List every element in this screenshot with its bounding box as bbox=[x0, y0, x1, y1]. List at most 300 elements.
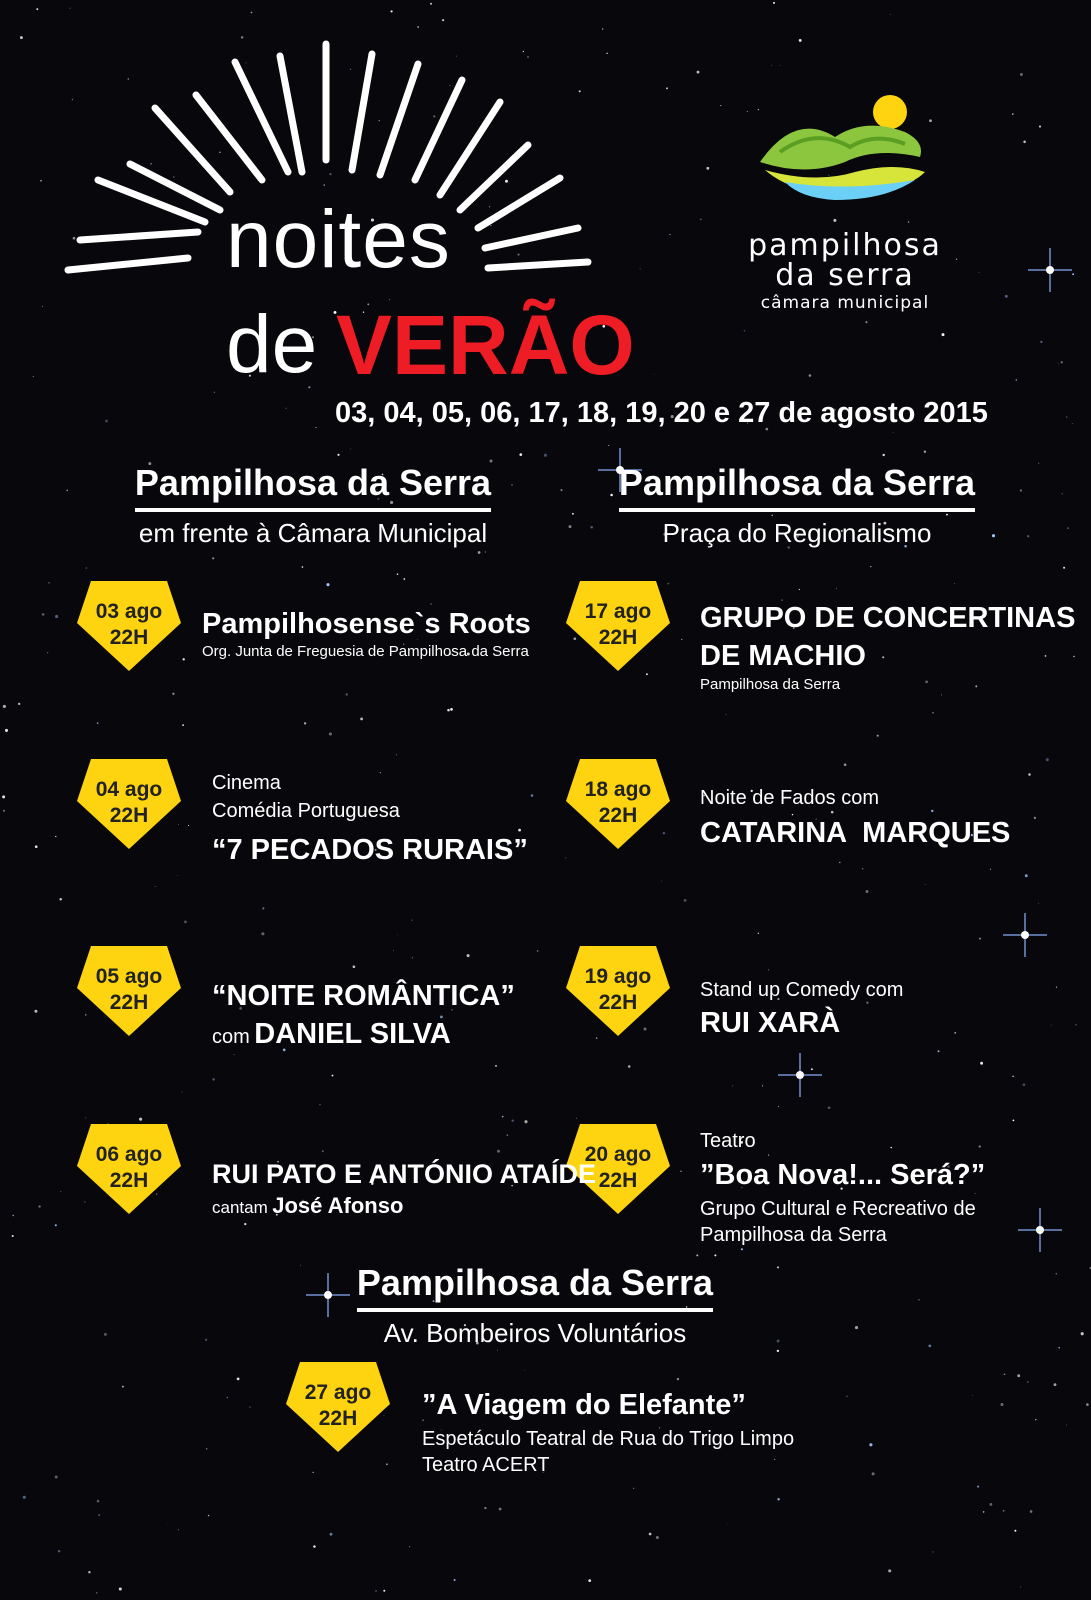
event-title: RUI XARÀ bbox=[700, 1007, 841, 1039]
star bbox=[511, 484, 512, 485]
star bbox=[1012, 1076, 1013, 1077]
star bbox=[1040, 341, 1042, 343]
star bbox=[1020, 1587, 1021, 1588]
star bbox=[1058, 1347, 1060, 1349]
star bbox=[684, 899, 687, 902]
star bbox=[350, 449, 351, 450]
star bbox=[300, 1265, 301, 1266]
event-title: Pampilhosense`s Roots bbox=[202, 608, 531, 640]
badge-time: 22H bbox=[109, 1169, 149, 1192]
star bbox=[1000, 1403, 1003, 1406]
star bbox=[608, 445, 609, 446]
date-badge bbox=[77, 942, 181, 1038]
star bbox=[1023, 1083, 1026, 1086]
event-subtitle: Org. Junta de Freguesia de Pampilhosa da Serra bbox=[202, 643, 529, 660]
star bbox=[811, 1068, 813, 1070]
venue-name: Pampilhosa da Serra bbox=[357, 1262, 713, 1312]
venue-avenida bbox=[345, 1262, 725, 1349]
star bbox=[172, 693, 174, 695]
badge-date: 06 ago bbox=[95, 1143, 163, 1166]
star bbox=[560, 489, 562, 491]
venue-name: Pampilhosa da Serra bbox=[135, 462, 491, 512]
star bbox=[1038, 903, 1039, 904]
star bbox=[1054, 1383, 1057, 1386]
star bbox=[654, 374, 655, 375]
star bbox=[205, 1339, 207, 1341]
star bbox=[777, 1498, 779, 1500]
star bbox=[105, 420, 108, 423]
star bbox=[35, 845, 38, 848]
event-line: Noite de Fados com bbox=[700, 787, 879, 809]
star bbox=[524, 1120, 527, 1123]
event-title: DE MACHIO bbox=[700, 640, 866, 672]
event-prefix: com bbox=[212, 1026, 250, 1048]
star bbox=[409, 1546, 410, 1547]
star bbox=[799, 589, 800, 590]
star bbox=[661, 881, 662, 882]
star bbox=[412, 920, 413, 921]
star bbox=[865, 321, 867, 323]
star bbox=[872, 1472, 875, 1475]
star bbox=[485, 551, 486, 552]
star bbox=[237, 1378, 240, 1381]
star bbox=[178, 1529, 179, 1530]
star bbox=[972, 1395, 973, 1396]
star bbox=[181, 1092, 182, 1093]
star bbox=[720, 105, 721, 106]
star bbox=[337, 454, 339, 456]
star bbox=[88, 1571, 90, 1573]
star bbox=[5, 729, 8, 732]
event-line: Comédia Portuguesa bbox=[212, 800, 400, 822]
star bbox=[353, 965, 356, 968]
date-badge bbox=[77, 755, 181, 851]
venue-place: Av. Bombeiros Voluntários bbox=[383, 1318, 687, 1348]
star bbox=[777, 1350, 779, 1352]
star bbox=[1081, 1332, 1084, 1335]
star bbox=[925, 681, 928, 684]
star bbox=[877, 735, 879, 737]
star bbox=[55, 836, 56, 837]
star bbox=[484, 1507, 486, 1509]
star bbox=[681, 639, 682, 640]
badge-date: 20 ago bbox=[584, 1143, 652, 1166]
star bbox=[1061, 361, 1063, 363]
date-badge bbox=[77, 577, 181, 673]
star bbox=[2, 795, 5, 798]
star bbox=[59, 898, 61, 900]
star bbox=[777, 1266, 779, 1268]
star bbox=[12, 1235, 14, 1237]
star bbox=[640, 268, 641, 269]
star bbox=[55, 615, 58, 618]
title-noites: noites bbox=[226, 194, 451, 285]
event-subtitle: Grupo Cultural e Recreativo de bbox=[700, 1198, 976, 1220]
star bbox=[1014, 1530, 1016, 1532]
star bbox=[519, 453, 522, 456]
star bbox=[58, 1550, 60, 1552]
badge-date: 03 ago bbox=[95, 600, 163, 623]
star bbox=[375, 1590, 377, 1592]
star bbox=[809, 374, 812, 377]
star bbox=[931, 810, 933, 812]
badge-date: 05 ago bbox=[95, 965, 163, 988]
star bbox=[768, 1155, 769, 1156]
star bbox=[831, 811, 834, 814]
star bbox=[833, 219, 836, 222]
event-prefix: cantam bbox=[212, 1198, 268, 1217]
star bbox=[941, 694, 942, 695]
badge-time: 22H bbox=[598, 626, 638, 649]
star bbox=[313, 1545, 315, 1547]
star bbox=[244, 1223, 246, 1225]
star bbox=[507, 1134, 509, 1136]
star bbox=[918, 1299, 920, 1301]
star bbox=[888, 1569, 891, 1572]
star bbox=[774, 1459, 775, 1460]
star bbox=[286, 408, 287, 409]
star bbox=[98, 1514, 100, 1516]
star bbox=[3, 810, 5, 812]
star bbox=[188, 825, 189, 826]
star bbox=[990, 869, 991, 870]
star bbox=[497, 1150, 500, 1153]
star bbox=[332, 1075, 334, 1077]
venue-name: Pampilhosa da Serra bbox=[619, 462, 975, 512]
star bbox=[412, 957, 413, 958]
badge-time: 22H bbox=[109, 626, 149, 649]
badge-time: 22H bbox=[318, 1407, 358, 1430]
star bbox=[524, 1370, 525, 1371]
star bbox=[989, 1503, 992, 1506]
event-title: “NOITE ROMÂNTICA” bbox=[212, 980, 515, 1012]
star bbox=[975, 1193, 976, 1194]
star bbox=[758, 933, 759, 934]
star bbox=[329, 732, 332, 735]
pampilhosa-logo-icon bbox=[755, 92, 935, 202]
event-title: ”Boa Nova!... Será?” bbox=[700, 1159, 986, 1191]
star bbox=[1051, 1025, 1052, 1026]
event-title: “7 PECADOS RURAIS” bbox=[212, 834, 528, 866]
badge-date: 17 ago bbox=[584, 600, 652, 623]
star bbox=[319, 1104, 320, 1105]
title-verao: VERÃO bbox=[336, 298, 635, 392]
star bbox=[666, 87, 668, 89]
star bbox=[1027, 535, 1029, 537]
star bbox=[42, 613, 45, 616]
star bbox=[932, 712, 934, 714]
event-artist: DANIEL SILVA bbox=[254, 1018, 451, 1050]
star bbox=[1046, 758, 1049, 761]
star bbox=[447, 709, 450, 712]
star bbox=[768, 969, 769, 970]
star bbox=[182, 724, 184, 726]
star bbox=[495, 1065, 497, 1067]
event-subtitle: Espetáculo Teatral de Rua do Trigo Limpo bbox=[422, 1428, 795, 1450]
star bbox=[86, 567, 88, 569]
star bbox=[48, 582, 49, 583]
star bbox=[828, 1106, 831, 1109]
badge-time: 22H bbox=[109, 991, 149, 1014]
star bbox=[741, 1248, 743, 1250]
star bbox=[1023, 141, 1026, 144]
event-subtitle: Pampilhosa da Serra bbox=[700, 676, 841, 693]
star bbox=[208, 1515, 210, 1517]
star bbox=[706, 167, 709, 170]
star bbox=[646, 673, 648, 675]
star bbox=[119, 1588, 122, 1591]
star bbox=[890, 14, 891, 15]
venue-camara bbox=[128, 462, 498, 549]
logo-text-line1: pampilhosa bbox=[748, 228, 942, 263]
star-flare bbox=[1028, 248, 1072, 292]
star bbox=[96, 1592, 97, 1593]
star bbox=[396, 754, 397, 755]
badge-time: 22H bbox=[598, 804, 638, 827]
star bbox=[183, 658, 185, 660]
star bbox=[942, 333, 945, 336]
star bbox=[1075, 1024, 1076, 1025]
star bbox=[569, 525, 572, 528]
star bbox=[1020, 489, 1022, 491]
logo-text-line2: da serra bbox=[775, 258, 915, 293]
star bbox=[1056, 987, 1057, 988]
star bbox=[1005, 295, 1008, 298]
star bbox=[1012, 113, 1013, 114]
star bbox=[497, 1350, 498, 1351]
star bbox=[3, 705, 6, 708]
star bbox=[227, 1397, 228, 1398]
star bbox=[590, 526, 593, 529]
star bbox=[925, 884, 926, 885]
star bbox=[206, 1448, 207, 1449]
star bbox=[544, 454, 547, 457]
star bbox=[744, 330, 746, 332]
star bbox=[397, 573, 399, 575]
star bbox=[330, 1533, 333, 1536]
event-line: Stand up Comedy com bbox=[700, 979, 904, 1001]
star bbox=[104, 1333, 107, 1336]
star bbox=[234, 1054, 235, 1055]
date-badge bbox=[77, 1120, 181, 1216]
event-line: Cinema bbox=[212, 772, 281, 794]
star bbox=[155, 886, 156, 887]
star bbox=[55, 1476, 58, 1479]
star bbox=[403, 578, 405, 580]
star bbox=[975, 685, 977, 687]
star-flare bbox=[306, 1273, 350, 1317]
star bbox=[380, 772, 381, 773]
star bbox=[979, 938, 981, 940]
star bbox=[1072, 273, 1074, 275]
venue-place: em frente à Câmara Municipal bbox=[138, 518, 488, 548]
star bbox=[312, 1472, 313, 1473]
star bbox=[1004, 1373, 1006, 1375]
star bbox=[728, 1524, 729, 1525]
star-flare bbox=[1003, 913, 1047, 957]
star bbox=[511, 1120, 513, 1122]
star bbox=[839, 862, 841, 864]
star bbox=[315, 427, 316, 428]
festival-dates: 03, 04, 05, 06, 17, 18, 19, 20 e 27 de agosto 2015 bbox=[335, 397, 988, 429]
star bbox=[430, 603, 431, 604]
event-title: ”A Viagem do Elefante” bbox=[422, 1389, 746, 1421]
star bbox=[1025, 874, 1028, 877]
star bbox=[628, 1065, 631, 1068]
star bbox=[122, 1386, 124, 1388]
event-subtitle: Teatro ACERT bbox=[422, 1454, 550, 1476]
star bbox=[261, 932, 264, 935]
star bbox=[322, 1150, 324, 1152]
star bbox=[34, 1010, 37, 1013]
star bbox=[932, 1551, 933, 1552]
star bbox=[531, 794, 534, 797]
star bbox=[870, 566, 871, 567]
star-flare bbox=[778, 1053, 822, 1097]
star bbox=[846, 1396, 847, 1397]
star bbox=[454, 1579, 456, 1581]
badge-date: 19 ago bbox=[584, 965, 652, 988]
star bbox=[992, 534, 995, 537]
star bbox=[212, 1078, 214, 1080]
star bbox=[1035, 1419, 1036, 1420]
star bbox=[869, 1443, 872, 1446]
star bbox=[214, 392, 215, 393]
star bbox=[908, 221, 910, 223]
venue-praca bbox=[612, 462, 982, 549]
star bbox=[778, 1106, 779, 1107]
star bbox=[1027, 1381, 1029, 1383]
badge-time: 22H bbox=[109, 804, 149, 827]
badge-date: 04 ago bbox=[95, 778, 163, 801]
star bbox=[726, 714, 727, 715]
star bbox=[1039, 125, 1041, 127]
event-performer-line bbox=[212, 1193, 403, 1219]
event-artist: José Afonso bbox=[272, 1193, 404, 1218]
star bbox=[97, 1500, 100, 1503]
date-badge bbox=[566, 755, 670, 851]
star bbox=[1073, 656, 1074, 657]
star bbox=[212, 557, 214, 559]
star bbox=[47, 652, 48, 653]
star bbox=[779, 65, 780, 66]
star bbox=[844, 763, 847, 766]
logo-text-line3: câmara municipal bbox=[760, 293, 930, 313]
star bbox=[42, 306, 43, 307]
star bbox=[983, 1511, 985, 1513]
star bbox=[633, 1488, 634, 1489]
star bbox=[1058, 363, 1059, 364]
star bbox=[576, 1118, 577, 1119]
star bbox=[1045, 655, 1047, 657]
star bbox=[478, 551, 481, 554]
badge-time: 22H bbox=[598, 1169, 638, 1192]
star bbox=[656, 1536, 659, 1539]
star bbox=[97, 722, 99, 724]
star bbox=[747, 111, 748, 112]
star bbox=[862, 868, 863, 869]
event-title: CATARINA MARQUES bbox=[700, 817, 1011, 849]
star bbox=[1028, 773, 1031, 776]
star bbox=[649, 1533, 652, 1536]
star bbox=[360, 717, 363, 720]
star bbox=[262, 907, 264, 909]
star bbox=[450, 708, 453, 711]
star bbox=[1003, 1510, 1005, 1512]
star bbox=[177, 875, 178, 876]
star bbox=[33, 376, 34, 377]
star bbox=[938, 1050, 940, 1052]
star bbox=[499, 1508, 502, 1511]
date-badge bbox=[566, 577, 670, 673]
star bbox=[345, 693, 347, 695]
star bbox=[326, 583, 329, 586]
star bbox=[85, 1118, 86, 1119]
star bbox=[883, 454, 885, 456]
star bbox=[66, 490, 68, 492]
star bbox=[167, 1523, 168, 1524]
star bbox=[572, 513, 574, 515]
star bbox=[1067, 527, 1069, 529]
star bbox=[680, 1171, 681, 1172]
star bbox=[777, 1340, 780, 1343]
star bbox=[866, 890, 869, 893]
star bbox=[12, 1215, 13, 1216]
star bbox=[979, 272, 980, 273]
star bbox=[302, 566, 304, 568]
star bbox=[383, 1590, 385, 1592]
star bbox=[977, 1486, 979, 1488]
star bbox=[1030, 1510, 1033, 1513]
star bbox=[1038, 463, 1039, 464]
star bbox=[762, 1085, 763, 1086]
star bbox=[1072, 423, 1073, 424]
event-line: Teatro bbox=[700, 1130, 756, 1152]
star-flare bbox=[1018, 1208, 1062, 1252]
star bbox=[588, 1579, 591, 1582]
star bbox=[882, 656, 884, 658]
star bbox=[771, 65, 772, 66]
star bbox=[304, 722, 306, 724]
date-badge bbox=[566, 942, 670, 1038]
star bbox=[1017, 1374, 1020, 1377]
star bbox=[697, 71, 700, 74]
star bbox=[732, 1085, 733, 1086]
star bbox=[893, 432, 894, 433]
star bbox=[397, 935, 398, 936]
star bbox=[799, 39, 802, 42]
badge-date: 27 ago bbox=[304, 1381, 372, 1404]
star bbox=[1016, 379, 1018, 381]
star bbox=[677, 1378, 679, 1380]
event-subtitle: Pampilhosa da Serra bbox=[700, 1224, 887, 1246]
star bbox=[1066, 1425, 1067, 1426]
badge-date: 18 ago bbox=[584, 778, 652, 801]
star bbox=[669, 234, 670, 235]
star bbox=[979, 1145, 981, 1147]
star bbox=[700, 219, 702, 221]
star bbox=[980, 1062, 983, 1065]
event-title: RUI PATO E ANTÓNIO ATAÍDE bbox=[212, 1159, 596, 1189]
star bbox=[537, 950, 539, 952]
star bbox=[386, 1463, 388, 1465]
star bbox=[1086, 1403, 1089, 1406]
star bbox=[954, 1032, 956, 1034]
star bbox=[467, 954, 470, 957]
star bbox=[1063, 567, 1065, 569]
star bbox=[38, 1205, 40, 1207]
star bbox=[60, 1191, 61, 1192]
